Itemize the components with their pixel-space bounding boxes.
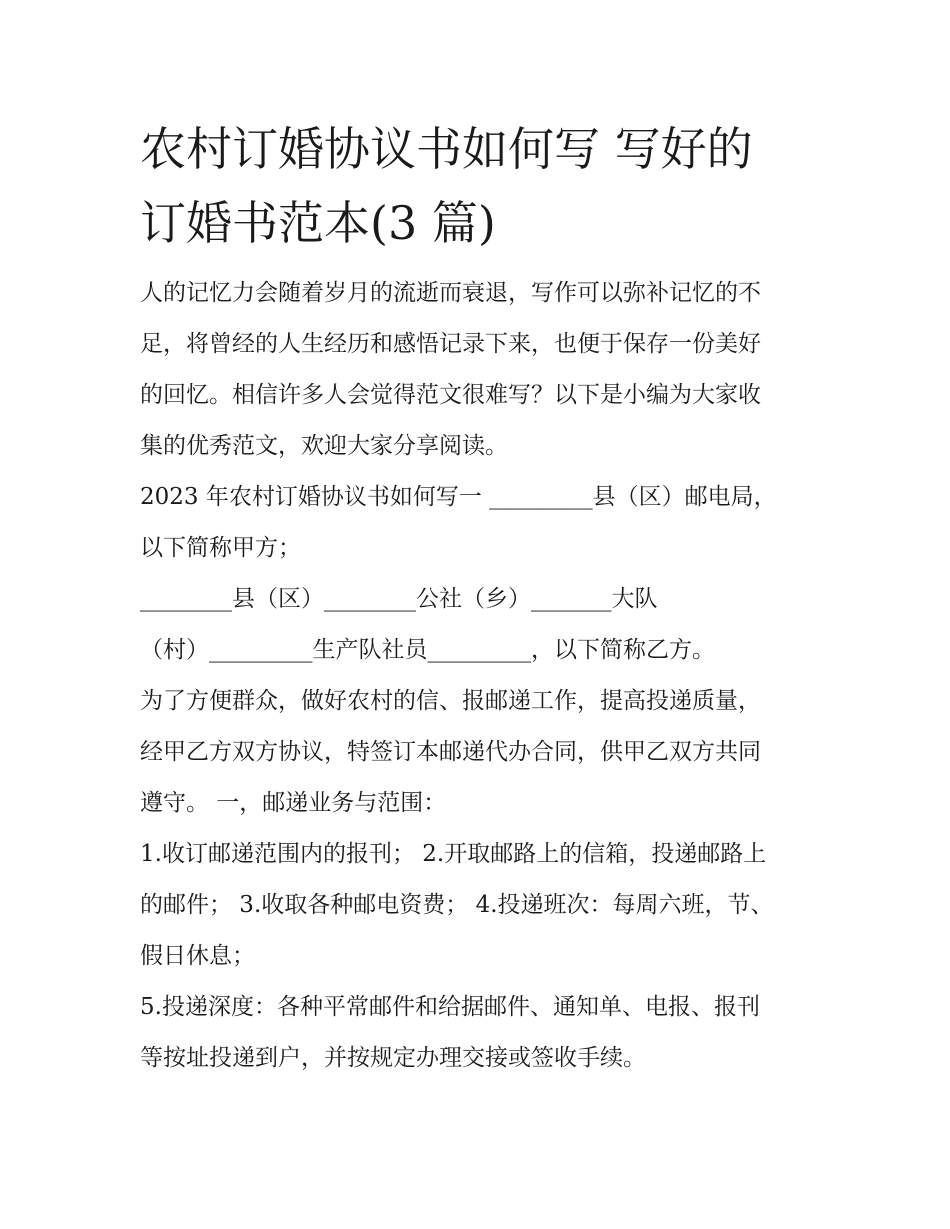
text-line: 等按址投递到户，并按规定办理交接或签收手续。 [140,1045,646,1071]
text-line: 假日休息； [140,943,255,969]
text-line: 5.投递深度：各种平常邮件和给据邮件、通知单、电报、报刊 [140,994,760,1020]
text-line: 集的优秀范文，欢迎大家分享阅读。 [140,433,508,459]
document-page [140,112,820,1084]
scope-items-paragraph [140,829,820,982]
text-line: ________县（区）________公社（乡）_______大队 [140,586,658,612]
purpose-paragraph [140,676,820,829]
text-line: 的邮件； 3.收取各种邮电资费； 4.投递班次：每周六班，节、 [140,892,774,918]
text-line: 遵守。 一，邮递业务与范围： [140,790,447,816]
text-line: 经甲乙方双方协议，特签订本邮递代办合同，供甲乙双方共同 [140,739,761,765]
title-line: 农村订婚协议书如何写 写好的 [140,122,753,176]
text-line: 为了方便群众，做好农村的信、报邮递工作，提高投递质量， [140,688,761,714]
text-line: 以下简称甲方； [140,535,301,561]
party-b-paragraph [140,574,820,676]
text-line: 1.收订邮递范围内的报刊； 2.开取邮路上的信箱，投递邮路上 [140,841,767,867]
text-line: 足，将曾经的人生经历和感悟记录下来，也便于保存一份美好 [140,331,761,357]
title-line: 订婚书范本(3 篇) [140,196,496,250]
document-title [140,112,820,260]
intro-paragraph [140,268,820,472]
text-line: 的回忆。相信许多人会觉得范文很难写？以下是小编为大家收 [140,382,761,408]
text-line: （村）_________生产队社员_________，以下简称乙方。 [140,637,715,663]
party-a-paragraph [140,472,820,574]
text-line: 人的记忆力会随着岁月的流逝而衰退，写作可以弥补记忆的不 [140,280,761,306]
text-line: 2023 年农村订婚协议书如何写一 _________县（区）邮电局， [140,484,777,510]
delivery-depth-paragraph [140,982,820,1084]
